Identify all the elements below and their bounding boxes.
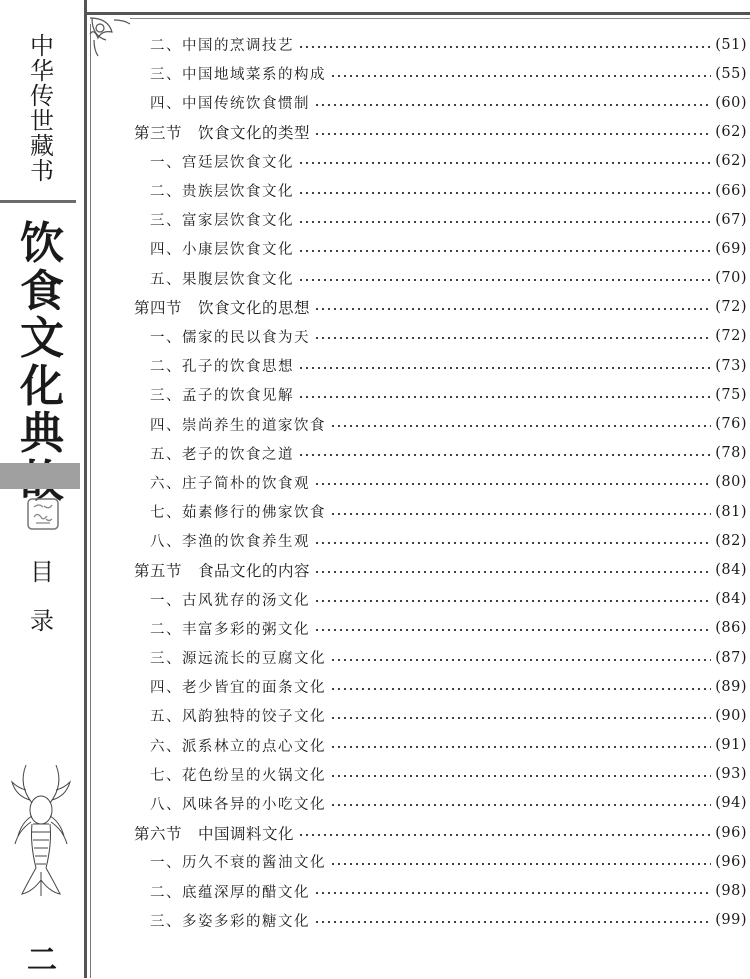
page-number: 二 <box>27 943 57 978</box>
toc-entry-page: (51) <box>715 36 747 53</box>
toc-entry-page: (84) <box>715 561 747 578</box>
dot-leader <box>314 483 711 485</box>
dot-leader <box>330 717 711 719</box>
toc-entry-page: (98) <box>715 883 747 900</box>
toc-entry-page: (69) <box>715 240 747 257</box>
table-of-contents <box>134 30 747 935</box>
series-title-char: 世 <box>30 106 54 135</box>
toc-entry-page: (66) <box>715 182 747 199</box>
toc-entry-row[interactable] <box>134 264 747 293</box>
toc-entry-title: 一、儒家的民以食为天 <box>150 329 310 346</box>
toc-entry-row[interactable] <box>134 322 747 351</box>
toc-entry-title: 四、中国传统饮食惯制 <box>150 96 310 113</box>
toc-entry-title: 四、小康层饮食文化 <box>150 242 294 259</box>
toc-label-char: 目 <box>30 558 54 586</box>
toc-entry-page: (96) <box>715 853 747 870</box>
toc-entry-page: (87) <box>715 649 747 666</box>
corner-ornament-icon <box>84 10 134 60</box>
toc-entry-title: 六、派系林立的点心文化 <box>150 738 326 755</box>
toc-entry-page: (82) <box>715 532 747 549</box>
dot-leader <box>314 308 711 310</box>
dot-leader <box>298 162 711 164</box>
toc-entry-page: (75) <box>715 386 747 403</box>
seal-stamp-icon <box>26 497 60 531</box>
toc-entry-row[interactable] <box>134 30 747 59</box>
book-title-char: 饮 <box>20 218 64 269</box>
frame-vertical-rule <box>84 0 87 978</box>
toc-entry-row[interactable] <box>134 176 747 205</box>
toc-entry-page: (90) <box>715 707 747 724</box>
toc-entry-page: (93) <box>715 766 747 783</box>
toc-entry-row[interactable] <box>134 409 747 438</box>
toc-entry-title: 二、孔子的饮食思想 <box>150 359 294 376</box>
toc-entry-row[interactable] <box>134 468 747 497</box>
series-title-char: 华 <box>30 56 54 85</box>
frame-top-inner-rule <box>130 18 750 19</box>
toc-section-row[interactable] <box>134 293 747 322</box>
crayfish-illustration-icon <box>6 760 78 910</box>
toc-entry-row[interactable] <box>134 876 747 905</box>
toc-entry-page: (86) <box>715 620 747 637</box>
dot-leader <box>298 279 711 281</box>
dot-leader <box>330 688 711 690</box>
toc-entry-row[interactable] <box>134 614 747 643</box>
dot-leader <box>298 250 711 252</box>
dot-leader <box>330 425 711 427</box>
toc-entry-page: (62) <box>715 124 747 141</box>
toc-entry-page: (96) <box>715 824 747 841</box>
toc-section-row[interactable] <box>134 818 747 847</box>
toc-entry-title: 七、茹素修行的佛家饮食 <box>150 505 326 522</box>
dot-leader <box>330 863 711 865</box>
toc-entry-row[interactable] <box>134 59 747 88</box>
dot-leader <box>330 513 711 515</box>
toc-entry-row[interactable] <box>134 672 747 701</box>
toc-entry-page: (99) <box>715 912 747 929</box>
dot-leader <box>314 104 711 106</box>
toc-entry-row[interactable] <box>134 731 747 760</box>
toc-entry-title: 七、花色纷呈的火锅文化 <box>150 767 326 784</box>
toc-entry-title: 三、孟子的饮食见解 <box>150 388 294 405</box>
toc-entry-title: 三、中国地域菜系的构成 <box>150 67 326 84</box>
toc-entry-title: 五、老子的饮食之道 <box>150 446 294 463</box>
toc-entry-page: (81) <box>715 503 747 520</box>
toc-entry-page: (72) <box>715 328 747 345</box>
toc-entry-title: 二、中国的烹调技艺 <box>150 38 294 55</box>
toc-entry-page: (55) <box>715 65 747 82</box>
toc-entry-title: 六、庄子简朴的饮食观 <box>150 475 310 492</box>
toc-entry-row[interactable] <box>134 906 747 935</box>
dot-leader <box>314 133 711 135</box>
toc-entry-row[interactable] <box>134 497 747 526</box>
series-title-char: 书 <box>30 156 54 185</box>
frame-top-rule <box>84 12 750 15</box>
dot-leader <box>298 367 711 369</box>
toc-label-char: 录 <box>30 607 54 636</box>
toc-entry-row[interactable] <box>134 205 747 234</box>
dot-leader <box>314 571 711 573</box>
toc-entry-title: 五、果腹层饮食文化 <box>150 271 294 288</box>
sidebar <box>0 0 84 978</box>
toc-entry-title: 二、丰富多彩的粥文化 <box>150 621 310 638</box>
dot-leader <box>330 804 711 806</box>
toc-label <box>0 548 84 646</box>
toc-entry-row[interactable] <box>134 88 747 117</box>
dot-leader <box>298 46 711 48</box>
series-title <box>0 34 84 184</box>
toc-entry-page: (60) <box>715 94 747 111</box>
dot-leader <box>314 600 711 602</box>
dot-leader <box>330 75 711 77</box>
dot-leader <box>298 454 711 456</box>
toc-entry-title: 八、李渔的饮食养生观 <box>150 534 310 551</box>
toc-entry-title: 第四节 饮食文化的思想 <box>134 299 311 318</box>
dot-leader <box>330 746 711 748</box>
dot-leader <box>298 221 711 223</box>
toc-entry-page: (73) <box>715 357 747 374</box>
book-title-char: 典 <box>20 408 64 460</box>
frame-vertical-inner-rule <box>90 24 91 978</box>
toc-entry-page: (78) <box>715 445 747 462</box>
book-title-char: 化 <box>20 360 64 412</box>
book-title-char: 文 <box>20 313 64 365</box>
toc-section-row[interactable] <box>134 118 747 147</box>
series-title-char: 中 <box>30 32 54 60</box>
dot-leader <box>314 892 711 894</box>
toc-entry-page: (94) <box>715 795 747 812</box>
toc-entry-row[interactable] <box>134 760 747 789</box>
toc-entry-row[interactable] <box>134 439 747 468</box>
toc-entry-page: (91) <box>715 737 747 754</box>
series-title-char: 藏 <box>30 131 54 160</box>
toc-entry-title: 五、风韵独特的饺子文化 <box>150 709 326 726</box>
book-title-char: 食 <box>20 265 64 317</box>
dot-leader <box>330 775 711 777</box>
dot-leader <box>330 659 711 661</box>
toc-entry-row[interactable] <box>134 585 747 614</box>
toc-entry-row[interactable] <box>134 380 747 409</box>
toc-entry-title: 四、老少皆宜的面条文化 <box>150 680 326 697</box>
dot-leader <box>298 834 711 836</box>
toc-entry-row[interactable] <box>134 351 747 380</box>
toc-entry-title: 三、源远流长的豆腐文化 <box>150 651 326 668</box>
toc-entry-title: 三、多姿多彩的糖文化 <box>150 913 310 930</box>
toc-entry-page: (70) <box>715 270 747 287</box>
toc-entry-title: 三、富家层饮食文化 <box>150 213 294 230</box>
toc-entry-row[interactable] <box>134 643 747 672</box>
toc-entry-title: 二、底蕴深厚的醋文化 <box>150 884 310 901</box>
gray-band <box>0 463 80 489</box>
toc-entry-page: (80) <box>715 474 747 491</box>
toc-entry-title: 四、崇尚养生的道家饮食 <box>150 417 326 434</box>
toc-section-row[interactable] <box>134 555 747 584</box>
toc-entry-page: (89) <box>715 678 747 695</box>
toc-entry-row[interactable] <box>134 147 747 176</box>
toc-entry-title: 第六节 中国调料文化 <box>134 824 295 843</box>
toc-entry-title: 一、宫廷层饮食文化 <box>150 154 294 171</box>
toc-entry-title: 一、古风犹存的汤文化 <box>150 592 310 609</box>
toc-entry-page: (72) <box>715 299 747 316</box>
dot-leader <box>314 921 711 923</box>
toc-entry-row[interactable] <box>134 234 747 263</box>
toc-entry-title: 第五节 食品文化的内容 <box>134 561 311 580</box>
sidebar-divider <box>0 200 76 203</box>
toc-entry-page: (76) <box>715 416 747 433</box>
dot-leader <box>314 337 711 339</box>
series-title-char: 传 <box>30 81 54 110</box>
toc-entry-row[interactable] <box>134 789 747 818</box>
toc-entry-row[interactable] <box>134 526 747 555</box>
toc-entry-title: 二、贵族层饮食文化 <box>150 184 294 201</box>
dot-leader <box>314 629 711 631</box>
toc-entry-page: (84) <box>715 591 747 608</box>
toc-entry-title: 第三节 饮食文化的类型 <box>134 124 311 143</box>
dot-leader <box>298 192 711 194</box>
toc-entry-page: (62) <box>715 153 747 170</box>
toc-entry-row[interactable] <box>134 701 747 730</box>
toc-entry-title: 八、风味各异的小吃文化 <box>150 796 326 813</box>
toc-entry-title: 一、历久不衰的酱油文化 <box>150 855 326 872</box>
toc-entry-page: (67) <box>715 211 747 228</box>
dot-leader <box>298 396 711 398</box>
toc-entry-row[interactable] <box>134 847 747 876</box>
dot-leader <box>314 542 711 544</box>
